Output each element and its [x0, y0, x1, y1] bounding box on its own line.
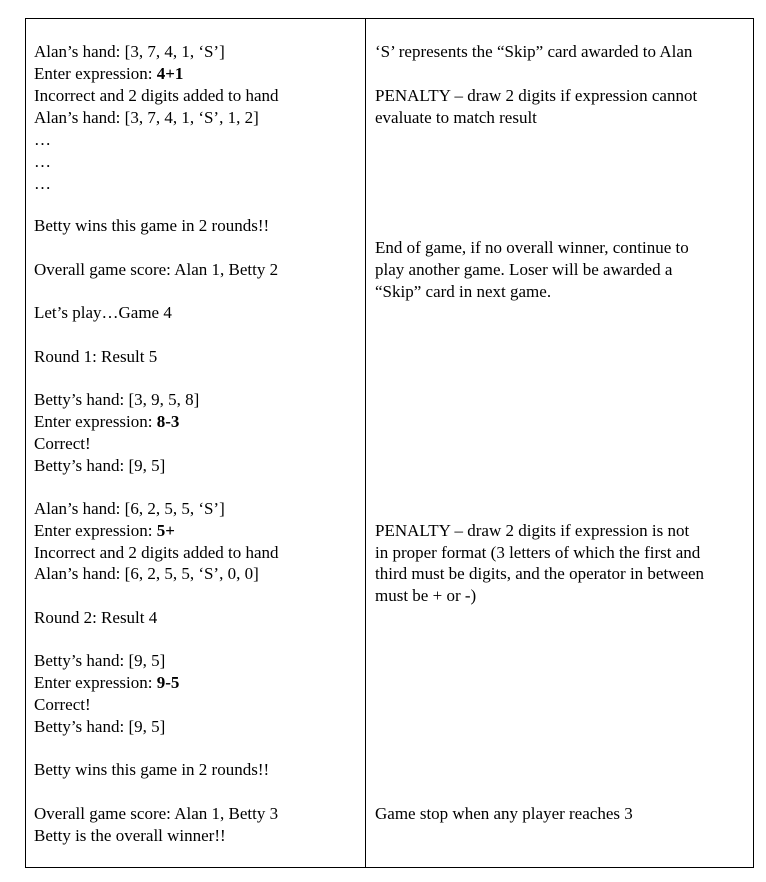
left-line-24: Betty’s hand: [9, 5]	[34, 717, 166, 736]
expression-prompt: Enter expression:	[34, 521, 157, 540]
expression-value: 4+1	[156, 64, 184, 83]
left-line-11: Round 1: Result 5	[34, 347, 158, 366]
expression-value: 5+	[156, 521, 175, 540]
right-line-2: PENALTY – draw 2 digits if expression cannot	[375, 86, 698, 105]
right-line-11: Game stop when any player reaches 3	[375, 804, 633, 823]
right-line-8: in proper format (3 letters of which the first and	[375, 543, 701, 562]
left-line-8: Betty wins this game in 2 rounds!!	[34, 216, 270, 235]
right-line-7: PENALTY – draw 2 digits if expression is not	[375, 521, 690, 540]
left-line-18: Incorrect and 2 digits added to hand	[34, 543, 279, 562]
left-line-17	[34, 520, 175, 542]
ellipsis-line-1: …	[34, 130, 51, 149]
left-line-20: Round 2: Result 4	[34, 608, 158, 627]
left-line-26: Overall game score: Alan 1, Betty 3	[34, 804, 279, 823]
left-line-14: Correct!	[34, 434, 91, 453]
left-line-15: Betty’s hand: [9, 5]	[34, 456, 166, 475]
ellipsis-line-3: …	[34, 174, 51, 193]
right-line-10: must be + or -)	[375, 586, 477, 605]
left-line-16: Alan’s hand: [6, 2, 5, 5, ‘S’]	[34, 499, 225, 518]
ellipsis-line-2: …	[34, 152, 51, 171]
left-line-21: Betty’s hand: [9, 5]	[34, 651, 166, 670]
left-line-13	[34, 411, 179, 433]
expression-prompt: Enter expression:	[34, 673, 157, 692]
left-line-1: Alan’s hand: [3, 7, 4, 1, ‘S’]	[34, 42, 225, 61]
right-line-1: ‘S’ represents the “Skip” card awarded to Alan	[375, 42, 693, 61]
right-line-9: third must be digits, and the operator in between	[375, 564, 705, 583]
right-line-6: “Skip” card in next game.	[375, 282, 552, 301]
left-line-4: Alan’s hand: [3, 7, 4, 1, ‘S’, 1, 2]	[34, 108, 259, 127]
right-line-4: End of game, if no overall winner, continue to	[375, 238, 689, 257]
left-line-12: Betty’s hand: [3, 9, 5, 8]	[34, 390, 200, 409]
left-line-9: Overall game score: Alan 1, Betty 2	[34, 260, 279, 279]
left-line-3: Incorrect and 2 digits added to hand	[34, 86, 279, 105]
left-line-19: Alan’s hand: [6, 2, 5, 5, ‘S’, 0, 0]	[34, 564, 259, 583]
right-line-5: play another game. Loser will be awarded a	[375, 260, 673, 279]
left-line-10: Let’s play…Game 4	[34, 303, 172, 322]
left-line-2	[34, 63, 183, 85]
column-divider	[365, 19, 366, 867]
left-line-25: Betty wins this game in 2 rounds!!	[34, 760, 270, 779]
expression-value: 8-3	[156, 412, 180, 431]
left-line-22	[34, 672, 179, 694]
expression-value: 9-5	[156, 673, 180, 692]
left-line-23: Correct!	[34, 695, 91, 714]
expression-prompt: Enter expression:	[34, 412, 157, 431]
left-line-27: Betty is the overall winner!!	[34, 826, 226, 845]
right-line-3: evaluate to match result	[375, 108, 537, 127]
expression-prompt: Enter expression:	[34, 64, 157, 83]
document-table	[25, 18, 754, 868]
